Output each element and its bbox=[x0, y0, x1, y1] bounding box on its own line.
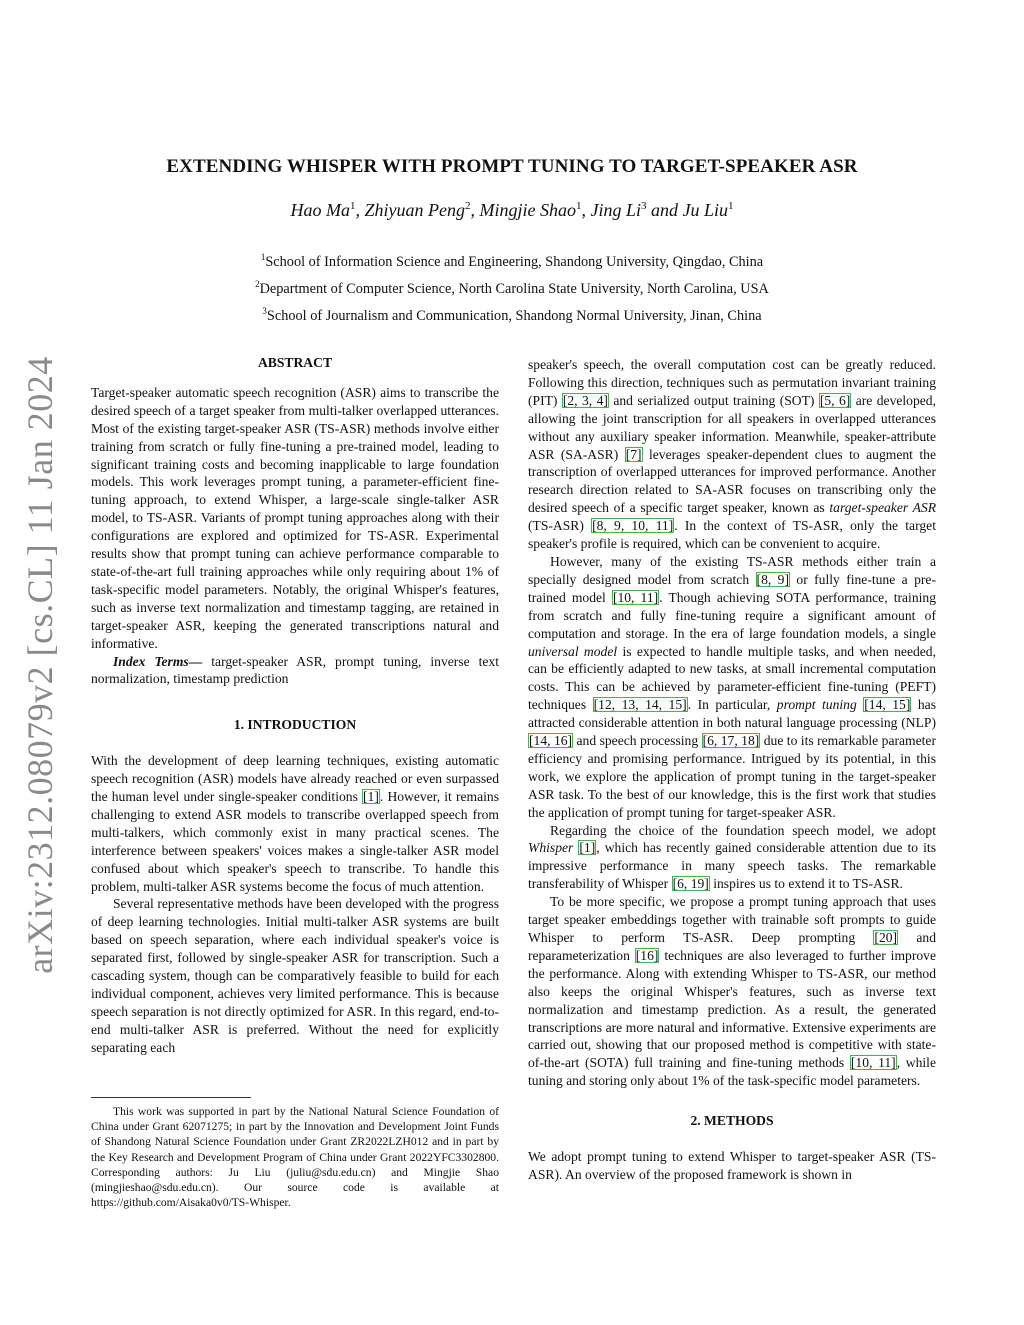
author-affil-mark: 1 bbox=[349, 200, 356, 212]
citation-link[interactable]: [5, 6] bbox=[819, 392, 851, 408]
intro-text: With the development of deep learning techniques, existing automatic speech recognition (ASR) models have already reached or even surpassed the human level under single-speaker conditions bbox=[91, 753, 499, 805]
right-column bbox=[528, 356, 936, 1184]
affiliation bbox=[0, 246, 1024, 273]
author-name: Mingjie Shao bbox=[479, 200, 576, 220]
citation-link[interactable]: [7] bbox=[625, 446, 642, 462]
affiliation bbox=[0, 273, 1024, 300]
affiliation-mark: 3 bbox=[262, 305, 267, 316]
author-name: Ju Liu bbox=[682, 200, 729, 220]
intro-paragraph: Several representative methods have been developed with the progress of deep learning technologies. Initial multi-talker ASR systems are built based on speech separation, where each individual speaker's voice is separated first, followed by single-speaker ASR for transcription. Such a cascading system, though can be comparatively feasible to build for each individual component, achieves very limited performance. This is because speech separation is not directly optimized for ASR. In this regard, end-to-end multi-talker ASR is preferred. Without the need for explicitly separating each bbox=[91, 896, 499, 1055]
section-heading-methods: 2. METHODS bbox=[690, 1113, 774, 1129]
author-name: Hao Ma bbox=[290, 200, 350, 220]
index-terms bbox=[91, 653, 499, 689]
emphasis-term: universal model bbox=[528, 643, 618, 659]
citation-link[interactable]: [6, 19] bbox=[672, 876, 709, 892]
body-paragraph: To be more specific, we propose a prompt tuning approach that uses target speaker embeddings together with trainable soft prompts to guide Whisper to perform TS-ASR. Deep prompting [20] and reparameterization [16] techniques are also leveraged to further improve the performance. Along with extending Whisper to TS-ASR, our method also keeps the original Whisper's features, such as inverse text normalization and timestamp prediction. As a result, the generated transcriptions are more natural and informative. Extensive experiments are carried out, showing that our proposed method is competitive with state-of-the-art (SOTA) full training and fine-tuning methods [10, 11], while tuning and storing only about 1% of the task-specific model parameters. bbox=[528, 894, 936, 1089]
body-paragraph: speaker's speech, the overall computation cost can be greatly reduced. Following this direction, techniques such as permutation invariant training (PIT) [2, 3, 4] and serialized output training (SOT) [5, 6] are developed, allowing the joint transcription for all speakers in overlapped utterances without any auxiliary speaker information. Meanwhile, speaker-attribute ASR (SA-ASR) [7] leverages speaker-dependent clues to augment the transcription of overlapped utterances for improved performance. Another research direction related to SA-ASR focuses on transcribing only the desired speech of a specific target speaker, known as target-speaker ASR (TS-ASR) [8, 9, 10, 11]. In the context of TS-ASR, only the target speaker's profile is required, which can be convenient to acquire. bbox=[528, 357, 937, 552]
citation-link[interactable]: [16] bbox=[635, 947, 659, 963]
footnote-block bbox=[91, 1097, 499, 1210]
citation-link[interactable]: [10, 11] bbox=[612, 589, 659, 605]
arxiv-identifier bbox=[10, 356, 70, 974]
author-affil-mark: 2 bbox=[464, 200, 471, 212]
citation-link[interactable]: [2, 3, 4] bbox=[562, 392, 608, 408]
affiliation-text: Department of Computer Science, North Carolina State University, North Carolina, USA bbox=[259, 280, 769, 297]
affiliation-text: School of Information Science and Engineering, Shandong University, Qingdao, China bbox=[265, 253, 764, 270]
arxiv-identifier-text: arXiv:2312.08079v2 [cs.CL] 11 Jan 2024 bbox=[20, 356, 60, 974]
affiliation-mark: 1 bbox=[260, 252, 266, 262]
emphasis-term: target-speaker ASR bbox=[829, 500, 936, 516]
author-affil-mark: 1 bbox=[728, 200, 734, 212]
citation-link[interactable]: [14, 15] bbox=[864, 697, 911, 713]
footnote-text: This work was supported in part by the National Natural Science Foundation of China under Grant 62071275; in part by the Innovation and Development Joint Funds of Shandong Natural Science Foundation under Grant ZR2022LZH012 and in part by the Key Research and Development Program of China under Grant 2022YFC3302800. Corresponding authors: Ju Liu (juliu@sdu.edu.cn) and Mingjie Shao (mingjieshao@sdu.edu.cn). Our source code is available at https://github.com/Aisaka0v0/TS-Whisper. bbox=[91, 1105, 499, 1210]
author-name: Zhiyuan Peng bbox=[364, 200, 465, 220]
body-paragraph: However, many of the existing TS-ASR methods either train a specially designed model from scratch [8, 9] or fully fine-tune a pre-trained model [10, 11]. Though achieving SOTA performance, training from scratch and fully fine-tuning require a significant amount of computation and storage. In the era of large foundation models, a single universal model is expected to handle multiple tasks, and when needed, can be efficiently adapted to new tasks, at small incremental computation costs. This can be achieved by parameter-efficient fine-tuning (PEFT) techniques [12, 13, 14, 15]. In particular, prompt tuning [14, 15] has attracted considerable attention in both natural language processing (NLP) [14, 16] and speech processing [6, 17, 18] due to its remarkable parameter efficiency and promising performance. Intrigued by its potential, in this work, we explore the application of prompt tuning in the target-speaker ASR task. To the best of our knowledge, this is the first work that studies the application of prompt tuning for target-speaker ASR. bbox=[528, 553, 936, 820]
citation-link[interactable]: [1] bbox=[363, 789, 379, 805]
abstract-heading: ABSTRACT bbox=[257, 355, 333, 370]
index-terms-text: target-speaker ASR, prompt tuning, inverse text normalization, timestamp prediction bbox=[91, 653, 500, 687]
left-column bbox=[91, 354, 500, 1210]
body-paragraph: We adopt prompt tuning to extend Whisper to target-speaker ASR (TS-ASR). An overview of the proposed framework is shown in bbox=[528, 1149, 936, 1182]
citation-link[interactable]: [8, 9] bbox=[756, 571, 789, 587]
emphasis-term: Whisper bbox=[528, 840, 574, 856]
abstract-text: Target-speaker automatic speech recognition (ASR) aims to transcribe the desired speech of a target speaker from multi-talker overlapped utterances. Most of the existing target-speaker ASR (TS-ASR) methods involve either training from scratch or fully fine-tuning a pre-trained model, leading to significant training costs and becoming inapplicable to large foundation models. This work leverages prompt tuning, a parameter-efficient fine-tuning approach, to extend Whisper, a large-scale single-talker ASR model, to TS-ASR. Variants of prompt tuning approaches along with their configurations are explored and optimized for TS-ASR. Experimental results show that prompt tuning can achieve performance comparable to state-of-the-art full training approaches while only requiring about 1% of task-specific model parameters. Notably, the original Whisper's features, such as inverse text normalization and timestamp tagging, are retained in target-speaker ASR, keeping the generated transcriptions natural and informative. bbox=[91, 384, 499, 651]
citation-link[interactable]: [8, 9, 10, 11] bbox=[592, 518, 674, 534]
paper-title: EXTENDING WHISPER WITH PROMPT TUNING TO TARGET-SPEAKER ASR bbox=[166, 156, 858, 177]
affiliation-text: School of Journalism and Communication, Shandong Normal University, Jinan, China bbox=[266, 307, 762, 324]
author-name: Jing Li bbox=[590, 200, 641, 220]
footnote-divider bbox=[91, 1097, 251, 1098]
author-list: Hao Ma$^1$, Zhiyuan Peng$^2$, Mingjie Shao$^1$, Jing Li$^3$ and Ju Liu$^1$ bbox=[290, 200, 734, 220]
citation-link[interactable]: [14, 16] bbox=[529, 733, 573, 749]
section-heading-introduction: 1. INTRODUCTION bbox=[233, 717, 357, 733]
intro-paragraph bbox=[91, 752, 499, 895]
body-paragraph: Regarding the choice of the foundation speech model, we adopt Whisper [1], which has recently gained considerable attention due to its impressive performance in many speech tasks. The remarkable transferability of Whisper [6, 19] inspires us to extend it to TS-ASR. bbox=[528, 822, 936, 892]
intro-text: . However, it remains challenging to extend ASR models to transcribe overlapped speech from multi-talkers, which commonly exist in many practical scenes. The interference between speakers' voices makes a single-talker ASR model confused about which speaker's speech to transcribe. To handle this problem, multi-talker ASR systems become the focus of much attention. bbox=[91, 789, 500, 894]
citation-link[interactable]: [20] bbox=[874, 930, 898, 945]
author-affil-mark: 1 bbox=[575, 200, 582, 212]
author-affil-mark: 3 bbox=[641, 200, 647, 212]
citation-link[interactable]: [6, 17, 18] bbox=[702, 733, 760, 749]
affiliation-list bbox=[0, 246, 1024, 326]
affiliation-mark: 2 bbox=[255, 278, 260, 289]
affiliation bbox=[0, 300, 1024, 327]
citation-link[interactable]: [1] bbox=[579, 840, 596, 856]
index-terms-label: Index Terms— bbox=[113, 653, 203, 669]
emphasis-term: prompt tuning bbox=[776, 697, 857, 713]
citation-link[interactable]: [12, 13, 14, 15] bbox=[593, 697, 687, 713]
citation-link[interactable]: [10, 11] bbox=[850, 1055, 896, 1071]
